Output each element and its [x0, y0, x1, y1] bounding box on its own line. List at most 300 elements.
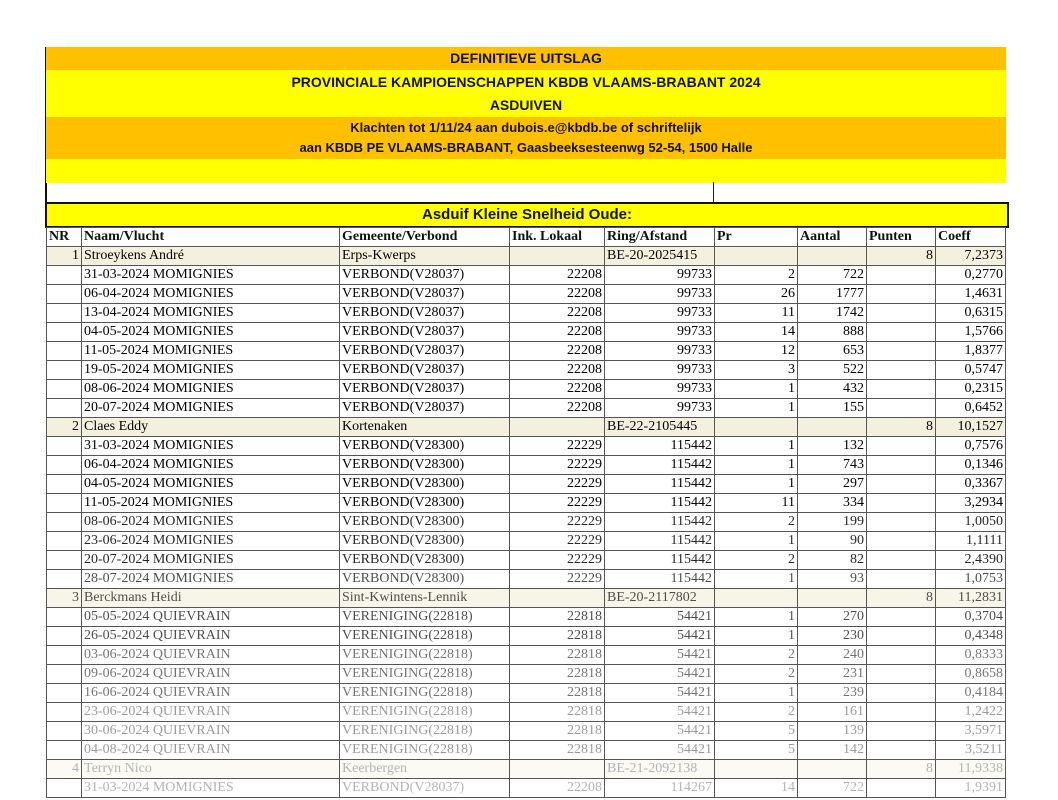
cell-ring: BE-21-2092138 [605, 760, 715, 779]
cell-name: 08-06-2024 MOMIGNIES [82, 380, 340, 399]
cell-ring: 115442 [605, 532, 715, 551]
cell-name: 11-05-2024 MOMIGNIES [82, 342, 340, 361]
cell-pr: 5 [715, 722, 798, 741]
cell-lokaal: 22229 [510, 532, 605, 551]
cell-punten [867, 475, 936, 494]
cell-ring: 99733 [605, 361, 715, 380]
cell-aantal: 231 [798, 665, 867, 684]
fancier-row [47, 247, 1006, 266]
cell-coeff: 0,8658 [936, 665, 1006, 684]
cell-name: 05-05-2024 QUIEVRAIN [82, 608, 340, 627]
cell-ring: 54421 [605, 608, 715, 627]
cell-ring: 54421 [605, 665, 715, 684]
cell-lokaal: 22229 [510, 475, 605, 494]
cell-lokaal: 22229 [510, 456, 605, 475]
cell-lokaal: 22818 [510, 703, 605, 722]
cell-coeff: 0,6315 [936, 304, 1006, 323]
cell-name: 06-04-2024 MOMIGNIES [82, 285, 340, 304]
flight-row [47, 304, 1006, 323]
cell-pr: 1 [715, 608, 798, 627]
flight-row [47, 285, 1006, 304]
flight-row [47, 361, 1006, 380]
cell-punten [867, 342, 936, 361]
cell-nr [47, 703, 82, 722]
flight-row [47, 475, 1006, 494]
cell-pr [715, 418, 798, 437]
cell-aantal [798, 418, 867, 437]
flight-row [47, 665, 1006, 684]
cell-pr: 1 [715, 380, 798, 399]
cell-aantal [798, 760, 867, 779]
section-title: Asduif Kleine Snelheid Oude: [45, 202, 1009, 228]
cell-coeff: 0,1346 [936, 456, 1006, 475]
cell-coeff: 0,5747 [936, 361, 1006, 380]
cell-nr: 1 [47, 247, 82, 266]
cell-pr: 1 [715, 570, 798, 589]
cell-pr: 5 [715, 741, 798, 760]
cell-nr: 3 [47, 589, 82, 608]
cell-aantal: 1742 [798, 304, 867, 323]
results-table [46, 227, 1006, 798]
cell-ring: 99733 [605, 266, 715, 285]
cell-name: 04-05-2024 MOMIGNIES [82, 475, 340, 494]
cell-nr [47, 285, 82, 304]
cell-lokaal: 22818 [510, 741, 605, 760]
cell-coeff: 1,4631 [936, 285, 1006, 304]
col-coeff: Coeff [936, 228, 1006, 247]
flight-row [47, 627, 1006, 646]
cell-name: Terryn Nico [82, 760, 340, 779]
cell-ring: 54421 [605, 722, 715, 741]
cell-punten [867, 779, 936, 798]
cell-lokaal: 22818 [510, 684, 605, 703]
cell-coeff: 0,7576 [936, 437, 1006, 456]
cell-punten [867, 551, 936, 570]
cell-coeff: 0,8333 [936, 646, 1006, 665]
cell-place: VERBOND(V28037) [340, 380, 510, 399]
cell-aantal: 199 [798, 513, 867, 532]
cell-nr [47, 646, 82, 665]
cell-coeff: 1,0050 [936, 513, 1006, 532]
cell-aantal: 270 [798, 608, 867, 627]
flight-row [47, 342, 1006, 361]
cell-punten [867, 722, 936, 741]
flight-row [47, 684, 1006, 703]
cell-nr [47, 608, 82, 627]
flight-row [47, 608, 1006, 627]
cell-aantal: 239 [798, 684, 867, 703]
cell-aantal: 653 [798, 342, 867, 361]
cell-pr: 2 [715, 551, 798, 570]
col-ring-afstand: Ring/Afstand [605, 228, 715, 247]
cell-aantal: 139 [798, 722, 867, 741]
cell-ring: BE-20-2025415 [605, 247, 715, 266]
cell-nr [47, 494, 82, 513]
cell-name: 11-05-2024 MOMIGNIES [82, 494, 340, 513]
cell-punten [867, 570, 936, 589]
cell-coeff: 11,9338 [936, 760, 1006, 779]
title-championship: PROVINCIALE KAMPIOENSCHAPPEN KBDB VLAAMS-BRABANT 2024 [291, 74, 761, 90]
cell-lokaal: 22229 [510, 494, 605, 513]
cell-place: VERBOND(V28300) [340, 551, 510, 570]
cell-pr: 2 [715, 646, 798, 665]
cell-ring: 54421 [605, 646, 715, 665]
cell-pr: 1 [715, 684, 798, 703]
cell-coeff: 0,2315 [936, 380, 1006, 399]
cell-pr: 11 [715, 494, 798, 513]
cell-nr [47, 342, 82, 361]
cell-aantal: 1777 [798, 285, 867, 304]
cell-ring: 54421 [605, 684, 715, 703]
cell-pr: 14 [715, 323, 798, 342]
cell-ring: 54421 [605, 703, 715, 722]
cell-place: VERENIGING(22818) [340, 646, 510, 665]
cell-nr [47, 323, 82, 342]
cell-coeff: 0,3367 [936, 475, 1006, 494]
cell-pr: 14 [715, 779, 798, 798]
cell-aantal: 522 [798, 361, 867, 380]
cell-pr: 2 [715, 665, 798, 684]
cell-aantal: 82 [798, 551, 867, 570]
cell-pr: 1 [715, 627, 798, 646]
cell-pr: 1 [715, 475, 798, 494]
cell-place: VERBOND(V28037) [340, 266, 510, 285]
cell-nr [47, 266, 82, 285]
cell-pr: 2 [715, 266, 798, 285]
cell-nr [47, 779, 82, 798]
cell-name: 26-05-2024 QUIEVRAIN [82, 627, 340, 646]
cell-aantal: 90 [798, 532, 867, 551]
cell-aantal: 334 [798, 494, 867, 513]
cell-punten [867, 494, 936, 513]
cell-pr: 1 [715, 437, 798, 456]
cell-punten: 8 [867, 418, 936, 437]
cell-place: VERBOND(V28037) [340, 399, 510, 418]
cell-nr [47, 684, 82, 703]
cell-name: 13-04-2024 MOMIGNIES [82, 304, 340, 323]
cell-lokaal: 22208 [510, 380, 605, 399]
cell-aantal: 722 [798, 779, 867, 798]
cell-punten [867, 380, 936, 399]
flight-row [47, 494, 1006, 513]
flight-row [47, 779, 1006, 798]
cell-ring: 99733 [605, 285, 715, 304]
cell-coeff: 1,2422 [936, 703, 1006, 722]
cell-coeff: 0,2770 [936, 266, 1006, 285]
cell-aantal: 230 [798, 627, 867, 646]
cell-nr [47, 513, 82, 532]
flight-row [47, 380, 1006, 399]
cell-nr [47, 456, 82, 475]
cell-lokaal: 22818 [510, 627, 605, 646]
cell-name: 16-06-2024 QUIEVRAIN [82, 684, 340, 703]
cell-name: 19-05-2024 MOMIGNIES [82, 361, 340, 380]
cell-place: VERBOND(V28300) [340, 513, 510, 532]
cell-pr: 12 [715, 342, 798, 361]
cell-name: 08-06-2024 MOMIGNIES [82, 513, 340, 532]
cell-punten: 8 [867, 589, 936, 608]
cell-punten [867, 399, 936, 418]
cell-nr [47, 361, 82, 380]
cell-place: VERBOND(V28037) [340, 304, 510, 323]
cell-name: 04-05-2024 MOMIGNIES [82, 323, 340, 342]
cell-lokaal: 22208 [510, 285, 605, 304]
fancier-row [47, 589, 1006, 608]
cell-aantal: 297 [798, 475, 867, 494]
col-pr: Pr [715, 228, 798, 247]
cell-lokaal: 22818 [510, 665, 605, 684]
cell-ring: 99733 [605, 304, 715, 323]
cell-lokaal: 22208 [510, 304, 605, 323]
cell-place: VERBOND(V28037) [340, 323, 510, 342]
col-naam-vlucht: Naam/Vlucht [82, 228, 340, 247]
cell-ring: BE-20-2117802 [605, 589, 715, 608]
cell-name: 04-08-2024 QUIEVRAIN [82, 741, 340, 760]
cell-coeff: 0,3704 [936, 608, 1006, 627]
cell-coeff: 1,9391 [936, 779, 1006, 798]
cell-aantal [798, 247, 867, 266]
cell-place: VERBOND(V28300) [340, 437, 510, 456]
cell-lokaal: 22208 [510, 399, 605, 418]
cell-place: VERBOND(V28300) [340, 475, 510, 494]
cell-punten [867, 513, 936, 532]
cell-nr [47, 551, 82, 570]
cell-nr [47, 722, 82, 741]
cell-place: VERBOND(V28300) [340, 494, 510, 513]
col-ink-lokaal: Ink. Lokaal [510, 228, 605, 247]
cell-lokaal: 22818 [510, 646, 605, 665]
cell-pr [715, 247, 798, 266]
cell-nr [47, 665, 82, 684]
cell-pr [715, 589, 798, 608]
cell-place: VERENIGING(22818) [340, 627, 510, 646]
cell-pr: 3 [715, 361, 798, 380]
cell-place: VERENIGING(22818) [340, 684, 510, 703]
cell-lokaal: 22208 [510, 361, 605, 380]
cell-lokaal [510, 589, 605, 608]
cell-nr: 2 [47, 418, 82, 437]
cell-aantal: 432 [798, 380, 867, 399]
flight-row [47, 456, 1006, 475]
cell-coeff: 10,1527 [936, 418, 1006, 437]
cell-ring: 115442 [605, 551, 715, 570]
title-asduiven: ASDUIVEN [489, 97, 563, 113]
title-block [46, 70, 1006, 117]
cell-lokaal: 22229 [510, 513, 605, 532]
cell-ring: 54421 [605, 627, 715, 646]
cell-nr [47, 741, 82, 760]
cell-place: VERBOND(V28300) [340, 532, 510, 551]
cell-punten [867, 304, 936, 323]
cell-punten [867, 646, 936, 665]
cell-nr [47, 532, 82, 551]
cell-lokaal [510, 760, 605, 779]
complaints-line-2: aan KBDB PE VLAAMS-BRABANT, Gaasbeeksesteenwg 52-54, 1500 Halle [299, 140, 753, 155]
flight-row [47, 437, 1006, 456]
cell-name: 03-06-2024 QUIEVRAIN [82, 646, 340, 665]
cell-name: 31-03-2024 MOMIGNIES [82, 779, 340, 798]
cell-place: VERBOND(V28300) [340, 570, 510, 589]
cell-coeff: 3,5971 [936, 722, 1006, 741]
cell-pr: 11 [715, 304, 798, 323]
cell-nr [47, 399, 82, 418]
col-gemeente-verbond: Gemeente/Verbond [340, 228, 510, 247]
cell-pr: 1 [715, 399, 798, 418]
cell-punten: 8 [867, 247, 936, 266]
cell-lokaal: 22208 [510, 266, 605, 285]
cell-ring: 99733 [605, 342, 715, 361]
cell-name: Berckmans Heidi [82, 589, 340, 608]
cell-coeff: 0,6452 [936, 399, 1006, 418]
cell-coeff: 2,4390 [936, 551, 1006, 570]
cell-ring: 115442 [605, 494, 715, 513]
cell-lokaal: 22208 [510, 323, 605, 342]
cell-aantal: 240 [798, 646, 867, 665]
cell-nr [47, 627, 82, 646]
cell-pr [715, 760, 798, 779]
cell-name: 20-07-2024 MOMIGNIES [82, 551, 340, 570]
cell-ring: 115442 [605, 456, 715, 475]
cell-place: VERENIGING(22818) [340, 703, 510, 722]
cell-divider [713, 182, 714, 202]
cell-coeff: 0,4184 [936, 684, 1006, 703]
cell-punten [867, 608, 936, 627]
flight-row [47, 551, 1006, 570]
cell-ring: 54421 [605, 741, 715, 760]
flight-row [47, 399, 1006, 418]
cell-ring: 115442 [605, 570, 715, 589]
cell-name: Claes Eddy [82, 418, 340, 437]
cell-pr: 2 [715, 513, 798, 532]
cell-lokaal: 22818 [510, 722, 605, 741]
cell-punten [867, 741, 936, 760]
cell-place: VERBOND(V28037) [340, 342, 510, 361]
cell-nr [47, 304, 82, 323]
cell-nr: 4 [47, 760, 82, 779]
spacer-band [46, 159, 1006, 183]
cell-place: VERENIGING(22818) [340, 665, 510, 684]
cell-place: VERBOND(V28300) [340, 456, 510, 475]
cell-coeff: 3,2934 [936, 494, 1006, 513]
cell-coeff: 7,2373 [936, 247, 1006, 266]
col-nr: NR [47, 228, 82, 247]
cell-aantal: 155 [798, 399, 867, 418]
cell-punten [867, 532, 936, 551]
title-definitieve-uitslag: DEFINITIEVE UITSLAG [46, 47, 1006, 70]
cell-place: Sint-Kwintens-Lennik [340, 589, 510, 608]
flight-row [47, 323, 1006, 342]
cell-name: 20-07-2024 MOMIGNIES [82, 399, 340, 418]
flight-row [47, 266, 1006, 285]
flight-row [47, 646, 1006, 665]
cell-lokaal: 22818 [510, 608, 605, 627]
cell-punten [867, 627, 936, 646]
cell-aantal: 888 [798, 323, 867, 342]
cell-lokaal: 22208 [510, 342, 605, 361]
cell-name: 28-07-2024 MOMIGNIES [82, 570, 340, 589]
cell-coeff: 1,5766 [936, 323, 1006, 342]
cell-place: VERBOND(V28037) [340, 361, 510, 380]
cell-aantal: 132 [798, 437, 867, 456]
cell-pr: 26 [715, 285, 798, 304]
cell-lokaal [510, 418, 605, 437]
cell-place: VERENIGING(22818) [340, 722, 510, 741]
cell-coeff: 1,8377 [936, 342, 1006, 361]
col-punten: Punten [867, 228, 936, 247]
flight-row [47, 513, 1006, 532]
cell-nr [47, 570, 82, 589]
cell-name: 09-06-2024 QUIEVRAIN [82, 665, 340, 684]
cell-pr: 1 [715, 456, 798, 475]
cell-aantal: 93 [798, 570, 867, 589]
cell-coeff: 0,4348 [936, 627, 1006, 646]
cell-lokaal: 22229 [510, 570, 605, 589]
cell-place: Kortenaken [340, 418, 510, 437]
cell-place: VERBOND(V28037) [340, 779, 510, 798]
cell-name: 23-06-2024 MOMIGNIES [82, 532, 340, 551]
cell-ring: 115442 [605, 437, 715, 456]
cell-aantal: 722 [798, 266, 867, 285]
flight-row [47, 703, 1006, 722]
flight-row [47, 741, 1006, 760]
cell-coeff: 11,2831 [936, 589, 1006, 608]
cell-ring: 99733 [605, 323, 715, 342]
complaints-line-1: Klachten tot 1/11/24 aan dubois.e@kbdb.be of schriftelijk [350, 120, 702, 135]
cell-punten [867, 456, 936, 475]
cell-ring: 99733 [605, 399, 715, 418]
cell-coeff: 1,0753 [936, 570, 1006, 589]
cell-ring: 114267 [605, 779, 715, 798]
cell-ring: 99733 [605, 380, 715, 399]
cell-place: VERBOND(V28037) [340, 285, 510, 304]
cell-name: 23-06-2024 QUIEVRAIN [82, 703, 340, 722]
cell-punten: 8 [867, 760, 936, 779]
cell-place: VERENIGING(22818) [340, 741, 510, 760]
cell-punten [867, 684, 936, 703]
cell-punten [867, 323, 936, 342]
header-row [47, 228, 1006, 247]
cell-name: 31-03-2024 MOMIGNIES [82, 266, 340, 285]
cell-aantal: 161 [798, 703, 867, 722]
cell-aantal [798, 589, 867, 608]
cell-ring: 115442 [605, 513, 715, 532]
cell-place: Keerbergen [340, 760, 510, 779]
cell-punten [867, 703, 936, 722]
cell-aantal: 142 [798, 741, 867, 760]
cell-place: VERENIGING(22818) [340, 608, 510, 627]
cell-punten [867, 361, 936, 380]
cell-punten [867, 437, 936, 456]
cell-name: Stroeykens André [82, 247, 340, 266]
cell-punten [867, 266, 936, 285]
cell-nr [47, 380, 82, 399]
cell-punten [867, 665, 936, 684]
cell-aantal: 743 [798, 456, 867, 475]
fancier-row [47, 760, 1006, 779]
cell-lokaal: 22229 [510, 551, 605, 570]
cell-coeff: 1,1111 [936, 532, 1006, 551]
flight-row [47, 722, 1006, 741]
cell-place: Erps-Kwerps [340, 247, 510, 266]
cell-name: 06-04-2024 MOMIGNIES [82, 456, 340, 475]
cell-name: 31-03-2024 MOMIGNIES [82, 437, 340, 456]
cell-pr: 1 [715, 532, 798, 551]
cell-name: 30-06-2024 QUIEVRAIN [82, 722, 340, 741]
fancier-row [47, 418, 1006, 437]
cell-punten [867, 285, 936, 304]
cell-ring: BE-22-2105445 [605, 418, 715, 437]
cell-lokaal: 22208 [510, 779, 605, 798]
